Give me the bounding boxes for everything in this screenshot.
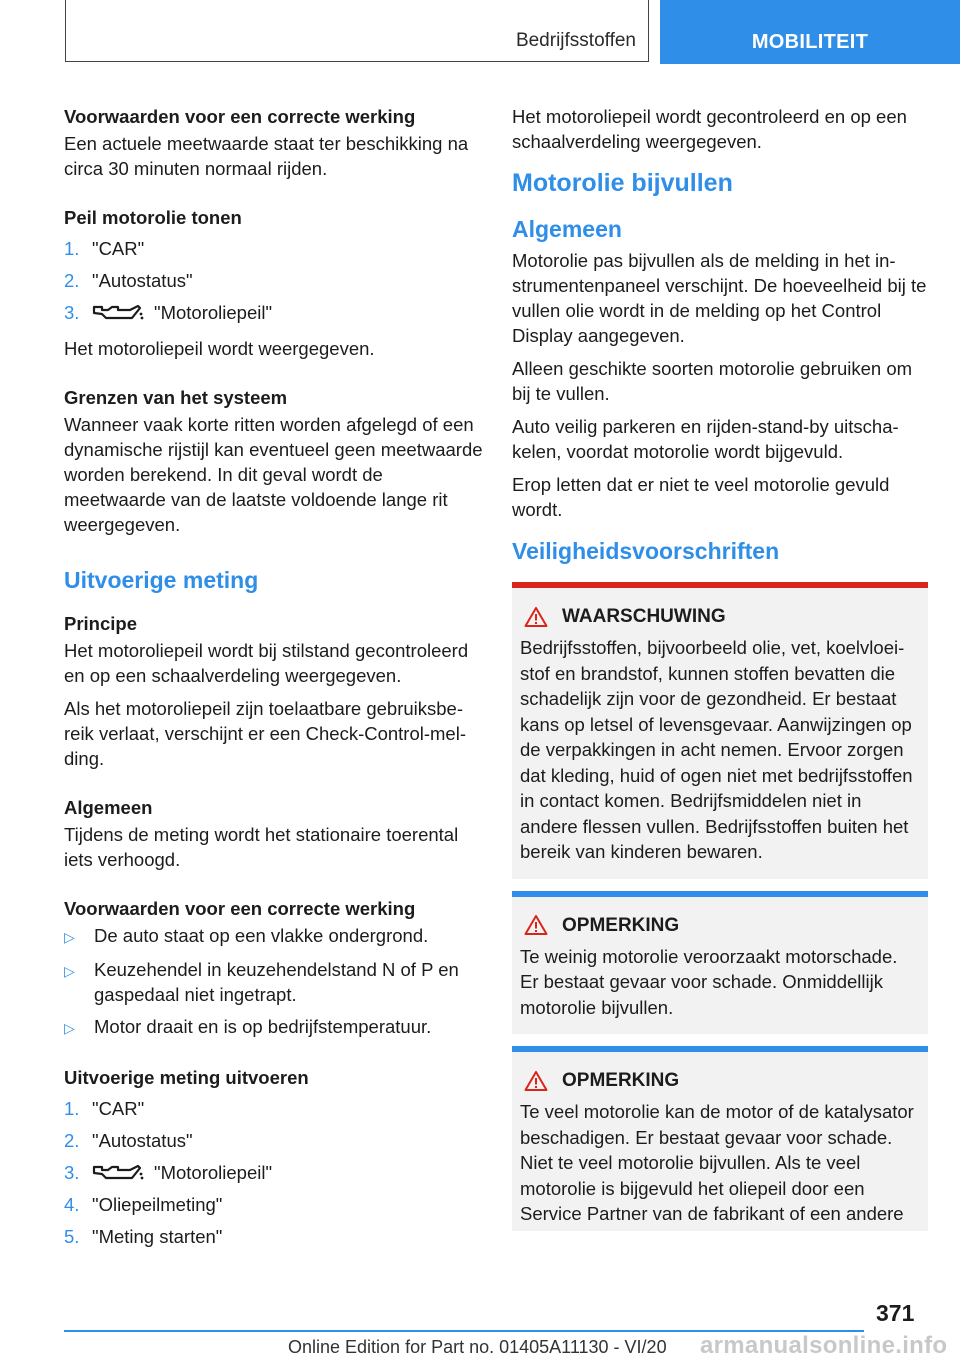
detailed-measurement-heading: Uitvoerige meting [64, 567, 259, 593]
refill-general-p1: Motorolie pas bijvullen als de melding in het instrumentenpaneel verschijnt. De hoeveelheid bij te vullen olie wordt in de melding op het Control Display aangegeven. [512, 250, 927, 346]
list-item [64, 232, 484, 264]
step-label: "CAR" [92, 1097, 145, 1119]
show-oil-heading: Peil motorolie tonen [64, 207, 242, 228]
refill-general-p2: Alleen geschikte soorten motorolie gebruiken om bij te vullen. [512, 358, 913, 404]
conditions-2-heading: Voorwaarden voor een correcte werking [64, 898, 416, 919]
list-item [64, 1014, 484, 1041]
section-title: Bedrijfsstoffen [515, 30, 636, 51]
page-number: 371 [876, 1300, 915, 1326]
step-number: 1. [64, 1097, 80, 1119]
conditions-heading: Voorwaarden voor een correcte werking [64, 106, 416, 127]
conditions-2-list [64, 923, 484, 1041]
note-title: OPMERKING [562, 1070, 680, 1091]
edition-text: Online Edition for Part no. 01405A11130 - VI/20 [288, 1337, 667, 1357]
warning-triangle-icon [524, 606, 548, 628]
step-label: "CAR" [92, 237, 145, 259]
step-number: 1. [64, 237, 80, 259]
principle-heading: Principe [64, 613, 137, 634]
note-title-row [520, 913, 920, 938]
list-item [64, 296, 484, 328]
step-label: "Oliepeilmeting" [92, 1193, 223, 1215]
bullet-triangle-icon: ▷ [64, 929, 75, 945]
step-label: "Autostatus" [92, 1129, 193, 1151]
oil-can-icon [92, 302, 144, 322]
warning-title-row [520, 604, 920, 629]
list-item [64, 923, 484, 950]
list-item [64, 957, 484, 1007]
step-number: 2. [64, 1129, 80, 1151]
refill-general-heading: Algemeen [512, 216, 622, 242]
show-oil-result: Het motoroliepeil wordt weergegeven. [64, 338, 375, 359]
note-title: OPMERKING [562, 914, 680, 936]
run-measurement-steps [64, 1092, 484, 1252]
show-oil-steps [64, 232, 484, 328]
warning-title: WAARSCHUWING [562, 606, 726, 627]
refill-oil-heading: Motorolie bijvullen [512, 169, 733, 197]
principle-text: Het motoroliepeil wordt bij stilstand gecontroleerd en op een schaalverdeling weergegeven. [64, 640, 469, 686]
bullet-text: Keuzehendel in keuzehendelstand N of P en gaspedaal niet ingetrapt. [94, 959, 459, 1005]
list-item [64, 1124, 484, 1156]
warning-triangle-icon [524, 914, 548, 936]
conditions-text: Een actuele meetwaarde staat ter beschikking na circa 30 minuten normaal rijden. [64, 133, 469, 179]
list-item [64, 1156, 484, 1188]
note-title-row [520, 1068, 920, 1093]
list-item [64, 264, 484, 296]
step-number: 2. [64, 269, 80, 291]
note-box [512, 891, 928, 1035]
step-number: 5. [64, 1225, 80, 1247]
step-label: "Motoroliepeil" [154, 1161, 273, 1183]
right-column [512, 104, 930, 1231]
step-number: 3. [64, 1161, 80, 1183]
chapter-tab[interactable]: MOBILITEIT [660, 0, 960, 64]
general-heading: Algemeen [64, 797, 153, 818]
intro-text: Het motoroliepeil wordt gecontroleerd en op een schaalverdeling weergegeven. [512, 106, 907, 152]
note-text: Te veel motorolie kan de motor of de katalysator beschadigen. Er bestaat gevaar voor schade. Niet te veel motorolie bijvullen. Als te veel motorolie is bijgevuld het oliepeil door een Service Partner van de fabrikant of een andere [520, 1101, 914, 1224]
step-label: "Meting starten" [92, 1225, 223, 1247]
header-frame [65, 0, 649, 62]
run-measurement-heading: Uitvoerige meting uitvoeren [64, 1067, 309, 1088]
bullet-triangle-icon: ▷ [64, 963, 75, 979]
step-label: "Motoroliepeil" [154, 301, 273, 323]
left-column [64, 104, 484, 1260]
safety-heading: Veiligheidsvoorschriften [512, 538, 780, 564]
note-text: Te weinig motorolie veroorzaakt motorschade. Er bestaat gevaar voor schade. Onmiddellijk motorolie bijvullen. [520, 945, 898, 1018]
warning-text: Bedrijfsstoffen, bijvoorbeeld olie, vet, koelvloeistof en brandstof, kunnen stoffen bevatten die schadelijk zijn voor de gezondheid. Er bestaat kans op letsel of levensgevaar. Aanwijzingen op de verpakkingen in acht nemen. Ervoor zorgen dat kleding, huid of ogen niet met bedrijfsstoffen in contact komen. Bedrijfsmiddelen niet in andere flessen vullen. Bedrijfsstoffen buiten het bereik van kinderen bewaren. [520, 637, 913, 862]
note-box-2 [512, 1046, 928, 1231]
bullet-text: Motor draait en is op bedrijfstemperatuur. [94, 1016, 432, 1037]
oil-can-icon [92, 1162, 144, 1182]
warning-box [512, 582, 928, 879]
limits-text: Wanneer vaak korte ritten worden afgelegd of een dynamische rijstijl kan eventueel geen meetwaarde worden berekend. In dit geval wordt de meetwaarde van de laatste voldoende lange rit weergegeven. [64, 414, 483, 535]
list-item [64, 1188, 484, 1220]
warning-triangle-icon [524, 1070, 548, 1092]
refill-general-p3: Auto veilig parkeren en rijden-stand-by uitschakelen, voordat motorolie wordt bijgevuld. [512, 416, 899, 462]
general-text: Tijdens de meting wordt het stationaire toerental iets verhoogd. [64, 824, 459, 870]
watermark: armanualsonline.info [700, 1332, 948, 1359]
bullet-triangle-icon: ▷ [64, 1020, 75, 1036]
principle-text-2: Als het motoroliepeil zijn toelaatbare gebruiksbereik verlaat, verschijnt er een Check-Control-melding. [64, 698, 467, 769]
list-item [64, 1092, 484, 1124]
limits-heading: Grenzen van het systeem [64, 387, 288, 408]
step-number: 3. [64, 301, 80, 323]
step-label: "Autostatus" [92, 269, 193, 291]
refill-general-p4: Erop letten dat er niet te veel motorolie gevuld wordt. [512, 474, 890, 520]
bullet-text: De auto staat op een vlakke ondergrond. [94, 925, 429, 946]
step-number: 4. [64, 1193, 80, 1215]
list-item [64, 1220, 484, 1252]
